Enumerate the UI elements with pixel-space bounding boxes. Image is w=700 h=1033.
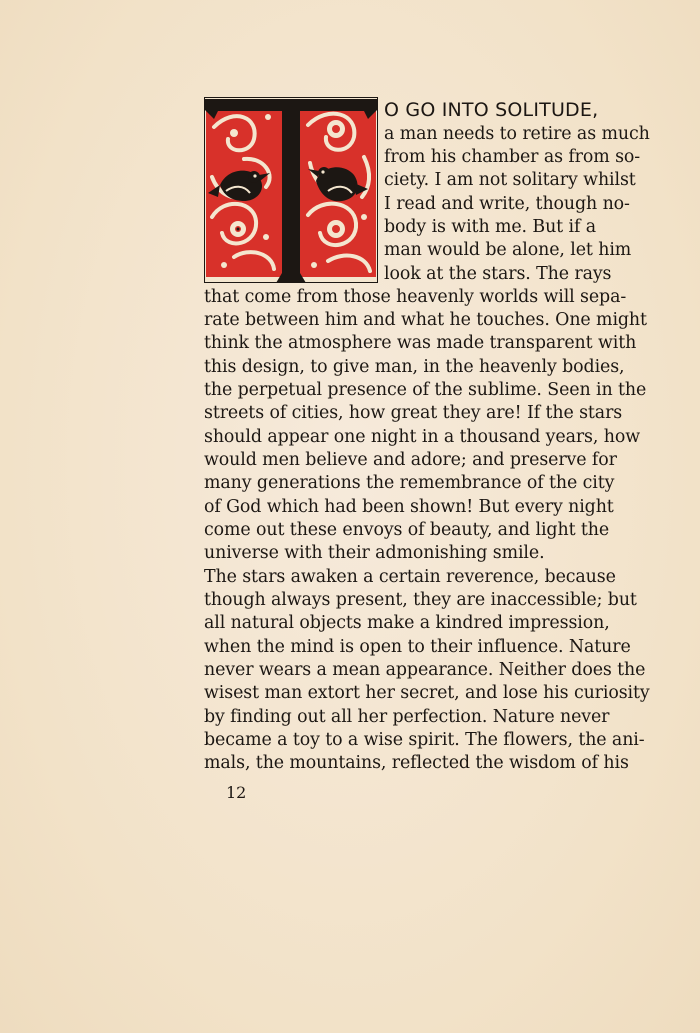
text-line-25: never wears a mean appearance. Neither does the bbox=[204, 660, 646, 680]
text-line-13: the perpetual presence of the sublime. Seen in the bbox=[204, 380, 647, 400]
text-line-21: The stars awaken a certain reverence, because bbox=[204, 567, 616, 587]
text-line-20: universe with their admonishing smile. bbox=[204, 543, 545, 563]
text-line-4: ciety. I am not solitary whilst bbox=[384, 170, 636, 190]
text-line-27: by finding out all her perfection. Nature never bbox=[204, 707, 610, 727]
text-line-16: would men believe and adore; and preserve for bbox=[204, 450, 617, 470]
ornament-panel-right bbox=[300, 107, 376, 277]
text-line-7: man would be alone, let him bbox=[384, 240, 632, 260]
text-line-19: come out these envoys of beauty, and light the bbox=[204, 520, 610, 540]
text-line-28: became a toy to a wise spirit. The flowers, the ani- bbox=[204, 730, 645, 750]
text-line-22: though always present, they are inaccessible; but bbox=[204, 590, 637, 610]
text-line-14: streets of cities, how great they are! If the stars bbox=[204, 403, 623, 423]
page-number: 12 bbox=[226, 783, 247, 802]
text-line-23: all natural objects make a kindred impression, bbox=[204, 613, 610, 633]
text-line-6: body is with me. But if a bbox=[384, 217, 596, 237]
text-line-9: that come from those heavenly worlds will sepa- bbox=[204, 287, 627, 307]
text-line-2: a man needs to retire as much bbox=[384, 124, 650, 144]
ornament-panel-left bbox=[206, 107, 282, 277]
text-line-17: many generations the remembrance of the city bbox=[204, 473, 615, 493]
text-line-15: should appear one night in a thousand years, how bbox=[204, 427, 640, 447]
text-line-24: when the mind is open to their influence. Nature bbox=[204, 637, 631, 657]
text-line-29: mals, the mountains, reflected the wisdom of his bbox=[204, 753, 629, 773]
text-line-3: from his chamber as from so- bbox=[384, 147, 641, 167]
text-line-18: of God which had been shown! But every night bbox=[204, 497, 614, 517]
text-line-10: rate between him and what he touches. One might bbox=[204, 310, 647, 330]
decorated-initial-t bbox=[204, 97, 378, 283]
text-line-8: look at the stars. The rays bbox=[384, 264, 612, 284]
text-line-26: wisest man extort her secret, and lose his curiosity bbox=[204, 683, 650, 703]
text-line-5: I read and write, though no- bbox=[384, 194, 630, 214]
text-line-11: think the atmosphere was made transparent with bbox=[204, 333, 637, 353]
text-line-1: O GO INTO SOLITUDE, bbox=[384, 99, 599, 121]
text-line-12: this design, to give man, in the heavenly bodies, bbox=[204, 357, 625, 377]
